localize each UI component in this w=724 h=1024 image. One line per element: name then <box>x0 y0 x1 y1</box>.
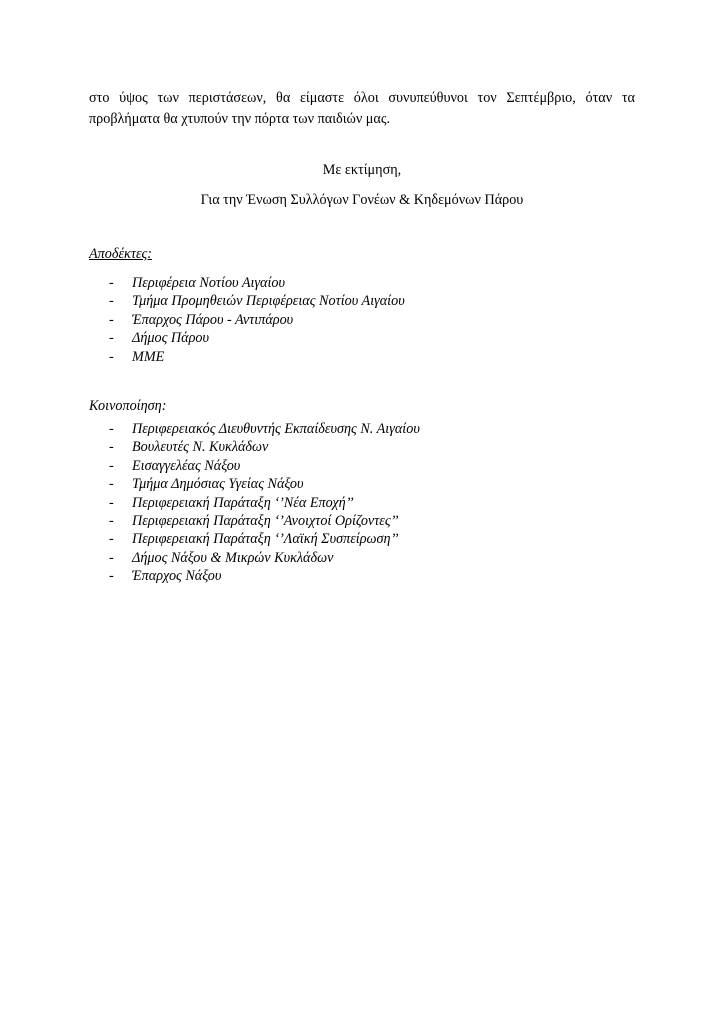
recipient-name: Περιφέρεια Νοτίου Αιγαίου <box>132 275 286 291</box>
list-bullet: - <box>109 549 114 566</box>
list-bullet: - <box>109 439 114 456</box>
list-bullet: - <box>109 330 114 347</box>
cc-recipient-name: Περιφερειακή Παράταξη ‘’Λαϊκή Συσπείρωση’’ <box>132 531 399 548</box>
list-bullet: - <box>109 512 114 529</box>
cc-recipient-name: Βουλευτές Ν. Κυκλάδων <box>132 439 269 456</box>
list-bullet: - <box>109 476 114 493</box>
body-paragraph-line: στο ύψος των περιστάσεων, θα είμαστε όλοι συνυπεύθυνοι τον Σεπτέμβριο, όταν τα <box>89 90 635 106</box>
list-bullet: - <box>109 293 114 310</box>
cc-recipient-name: Εισαγγελέας Νάξου <box>132 457 241 474</box>
closing-salutation: Με εκτίμηση, <box>322 162 402 178</box>
body-paragraph-line: προβλήματα θα χτυπούν την πόρτα των παιδιών μας. <box>89 111 391 127</box>
list-bullet: - <box>109 494 114 511</box>
recipient-name: Δήμος Πάρου <box>132 330 209 347</box>
cc-heading: Κοινοποίηση: <box>89 398 167 414</box>
cc-recipient-name: Περιφερειακή Παράταξη ‘’Νέα Εποχή’’ <box>132 494 354 511</box>
list-bullet: - <box>109 348 114 365</box>
list-bullet: - <box>109 421 114 437</box>
recipient-name: Τμήμα Προμηθειών Περιφέρειας Νοτίου Αιγαίου <box>132 293 405 310</box>
recipient-name: Έπαρχος Πάρου - Αντιπάρου <box>132 311 294 328</box>
closing-signature: Για την Ένωση Συλλόγων Γονέων & Κηδεμόνων Πάρου <box>200 192 524 208</box>
list-bullet: - <box>109 311 114 328</box>
recipient-name: ΜΜΕ <box>132 348 165 365</box>
list-bullet: - <box>109 531 114 548</box>
cc-recipient-name: Τμήμα Δημόσιας Υγείας Νάξου <box>132 476 304 493</box>
list-bullet: - <box>109 568 114 585</box>
cc-recipient-name: Περιφερειακή Παράταξη ‘’Ανοιχτοί Ορίζοντες’’ <box>132 512 399 529</box>
list-bullet: - <box>109 457 114 474</box>
cc-recipient-name: Περιφερειακός Διευθυντής Εκπαίδευσης Ν. Αιγαίου <box>132 421 420 437</box>
recipients-heading: Αποδέκτες: <box>89 246 153 262</box>
body-paragraph <box>89 88 635 130</box>
cc-recipient-name: Έπαρχος Νάξου <box>132 568 222 585</box>
list-bullet: - <box>109 275 114 291</box>
cc-recipient-name: Δήμος Νάξου & Μικρών Κυκλάδων <box>132 549 334 566</box>
